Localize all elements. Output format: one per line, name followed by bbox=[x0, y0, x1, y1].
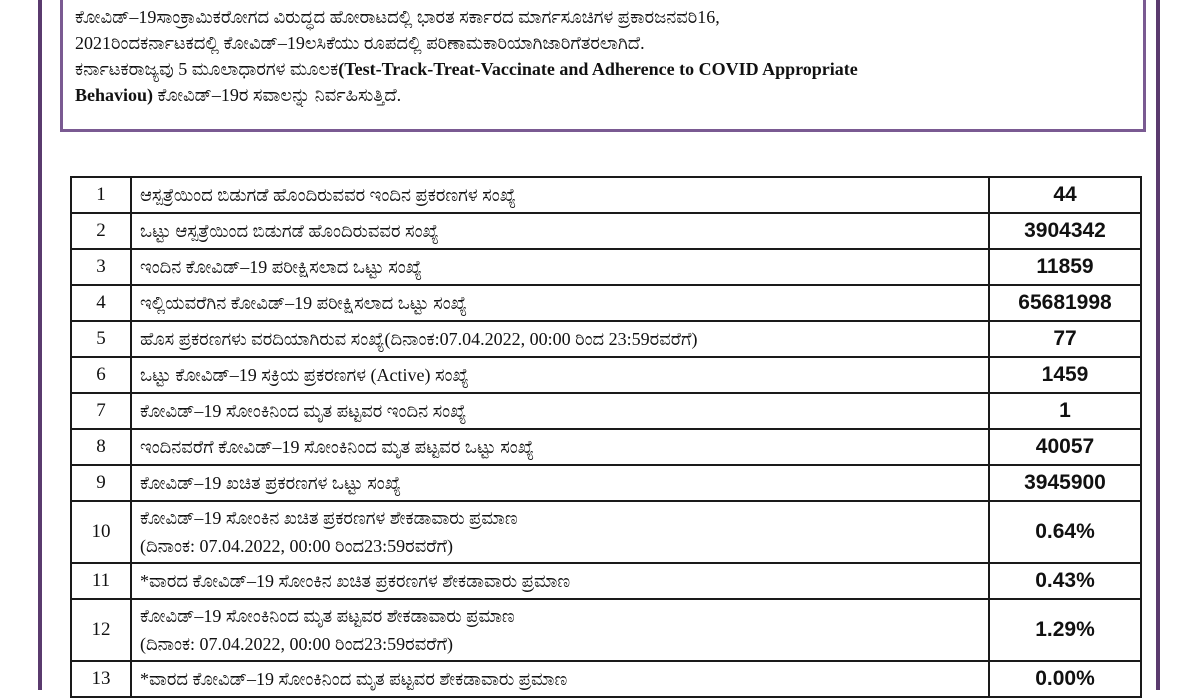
description-line: ಹೊಸ ಪ್ರಕರಣಗಳು ವರದಿಯಾಗಿರುವ ಸಂಖ್ಯೆ(ದಿನಾಂಕ:07.04.2022, 00:00 ರಿಂದ 23:59ರವರೆಗೆ) bbox=[140, 329, 698, 349]
row-number: 4 bbox=[71, 285, 131, 321]
description-line: ಕೋವಿಡ್–19 ಖಚಿತ ಪ್ರಕರಣಗಳ ಒಟ್ಟು ಸಂಖ್ಯೆ bbox=[140, 473, 402, 493]
notice-line-3-kannada: ಕರ್ನಾಟಕರಾಜ್ಯವು 5 ಮೂಲಾಧಾರಗಳ ಮೂಲಕ bbox=[75, 59, 339, 79]
row-value: 3904342 bbox=[989, 213, 1141, 249]
description-line: ಒಟ್ಟು ಕೋವಿಡ್–19 ಸಕ್ರಿಯ ಪ್ರಕರಣಗಳ (Active) ಸಂಖ್ಯೆ bbox=[140, 365, 469, 385]
table-row bbox=[71, 429, 1141, 465]
description-line: ಕೋವಿಡ್–19 ಸೋಂಕಿನಿಂದ ಮೃತ ಪಟ್ಟವರ ಶೇಕಡಾವಾರು ಪ್ರಮಾಣ bbox=[140, 606, 515, 626]
row-value: 44 bbox=[989, 177, 1141, 213]
row-number: 10 bbox=[71, 501, 131, 563]
table-row bbox=[71, 285, 1141, 321]
row-value: 77 bbox=[989, 321, 1141, 357]
row-value: 1.29% bbox=[989, 599, 1141, 661]
table-row bbox=[71, 465, 1141, 501]
row-description bbox=[131, 501, 989, 563]
table-row bbox=[71, 599, 1141, 661]
notice-line-4-kannada: ಕೋವಿಡ್–19ರ ಸವಾಲನ್ನು ನಿರ್ವಹಿಸುತ್ತಿದೆ. bbox=[153, 85, 402, 105]
description-line: ಇಲ್ಲಿಯವರೆಗಿನ ಕೋವಿಡ್–19 ಪರೀಕ್ಷಿಸಲಾದ ಒಟ್ಟು ಸಂಖ್ಯೆ bbox=[140, 293, 467, 313]
row-value: 0.64% bbox=[989, 501, 1141, 563]
notice-paragraph-2 bbox=[75, 56, 1131, 108]
row-number: 1 bbox=[71, 177, 131, 213]
table-row bbox=[71, 213, 1141, 249]
row-value: 65681998 bbox=[989, 285, 1141, 321]
row-number: 13 bbox=[71, 661, 131, 697]
description-line: (ದಿನಾಂಕ: 07.04.2022, 00:00 ರಿಂದ23:59ರವರೆಗೆ) bbox=[140, 634, 453, 654]
table-row bbox=[71, 357, 1141, 393]
notice-line-1: ಕೋವಿಡ್–19ಸಾಂಕ್ರಾಮಿಕರೋಗದ ವಿರುದ್ಧದ ಹೋರಾಟದಲ್ಲಿ ಭಾರತ ಸರ್ಕಾರದ ಮಾರ್ಗಸೂಚಿಗಳ ಪ್ರಕಾರಜನವರಿ16, bbox=[75, 7, 720, 27]
description-line: ಒಟ್ಟು ಆಸ್ಪತ್ರೆಯಿಂದ ಬಿಡುಗಡೆ ಹೊಂದಿರುವವರ ಸಂಖ್ಯೆ bbox=[140, 221, 439, 241]
row-value: 0.43% bbox=[989, 563, 1141, 599]
row-number: 11 bbox=[71, 563, 131, 599]
row-number: 9 bbox=[71, 465, 131, 501]
row-value: 1459 bbox=[989, 357, 1141, 393]
row-number: 12 bbox=[71, 599, 131, 661]
description-line: ಇಂದಿನ ಕೋವಿಡ್–19 ಪರೀಕ್ಷಿಸಲಾದ ಒಟ್ಟು ಸಂಖ್ಯೆ bbox=[140, 257, 423, 277]
table-row bbox=[71, 321, 1141, 357]
description-line: ಕೋವಿಡ್–19 ಸೋಂಕಿನಿಂದ ಮೃತ ಪಟ್ಟವರ ಇಂದಿನ ಸಂಖ್ಯೆ bbox=[140, 401, 467, 421]
row-description bbox=[131, 213, 989, 249]
row-number: 7 bbox=[71, 393, 131, 429]
row-description bbox=[131, 357, 989, 393]
row-description bbox=[131, 599, 989, 661]
notice-paragraph-1 bbox=[75, 4, 1131, 56]
description-line: ಆಸ್ಪತ್ರೆಯಿಂದ ಬಿಡುಗಡೆ ಹೊಂದಿರುವವರ ಇಂದಿನ ಪ್ರಕರಣಗಳ ಸಂಖ್ಯೆ bbox=[140, 185, 517, 205]
row-description bbox=[131, 393, 989, 429]
table-row bbox=[71, 501, 1141, 563]
stats-table-body bbox=[71, 177, 1141, 697]
table-row bbox=[71, 661, 1141, 697]
row-description bbox=[131, 661, 989, 697]
row-value: 0.00% bbox=[989, 661, 1141, 697]
description-line: ಕೋವಿಡ್–19 ಸೋಂಕಿನ ಖಚಿತ ಪ್ರಕರಣಗಳ ಶೇಕಡಾವಾರು ಪ್ರಮಾಣ bbox=[140, 508, 518, 528]
covid-stats-table bbox=[70, 176, 1142, 698]
row-value: 3945900 bbox=[989, 465, 1141, 501]
row-number: 6 bbox=[71, 357, 131, 393]
row-value: 40057 bbox=[989, 429, 1141, 465]
notice-line-3-english: (Test-Track-Treat-Vaccinate and Adherence to COVID Appropriate bbox=[338, 59, 858, 79]
notice-line-2: 2021ರಿಂದಕರ್ನಾಟಕದಲ್ಲಿ ಕೋವಿಡ್–19ಲಸಿಕೆಯು ರೂಪದಲ್ಲಿ ಪರಿಣಾಮಕಾರಿಯಾಗಿಜಾರಿಗೆತರಲಾಗಿದೆ. bbox=[75, 33, 645, 53]
row-value: 1 bbox=[989, 393, 1141, 429]
row-value: 11859 bbox=[989, 249, 1141, 285]
row-description bbox=[131, 563, 989, 599]
row-number: 5 bbox=[71, 321, 131, 357]
row-description bbox=[131, 249, 989, 285]
row-description bbox=[131, 285, 989, 321]
row-number: 2 bbox=[71, 213, 131, 249]
table-row bbox=[71, 249, 1141, 285]
description-line: *ವಾರದ ಕೋವಿಡ್–19 ಸೋಂಕಿನಿಂದ ಮೃತ ಪಟ್ಟವರ ಶೇಕಡಾವಾರು ಪ್ರಮಾಣ bbox=[140, 669, 568, 689]
description-line: (ದಿನಾಂಕ: 07.04.2022, 00:00 ರಿಂದ23:59ರವರೆಗೆ) bbox=[140, 536, 453, 556]
row-number: 8 bbox=[71, 429, 131, 465]
table-row bbox=[71, 393, 1141, 429]
row-description bbox=[131, 465, 989, 501]
row-description bbox=[131, 177, 989, 213]
row-number: 3 bbox=[71, 249, 131, 285]
description-line: ಇಂದಿನವರೆಗೆ ಕೋವಿಡ್–19 ಸೋಂಕಿನಿಂದ ಮೃತ ಪಟ್ಟವರ ಒಟ್ಟು ಸಂಖ್ಯೆ bbox=[140, 437, 535, 457]
row-description bbox=[131, 429, 989, 465]
notice-box bbox=[60, 0, 1146, 132]
description-line: *ವಾರದ ಕೋವಿಡ್–19 ಸೋಂಕಿನ ಖಚಿತ ಪ್ರಕರಣಗಳ ಶೇಕಡಾವಾರು ಪ್ರಮಾಣ bbox=[140, 571, 571, 591]
table-row bbox=[71, 177, 1141, 213]
row-description bbox=[131, 321, 989, 357]
notice-line-4-english: Behaviou) bbox=[75, 85, 154, 105]
table-row bbox=[71, 563, 1141, 599]
